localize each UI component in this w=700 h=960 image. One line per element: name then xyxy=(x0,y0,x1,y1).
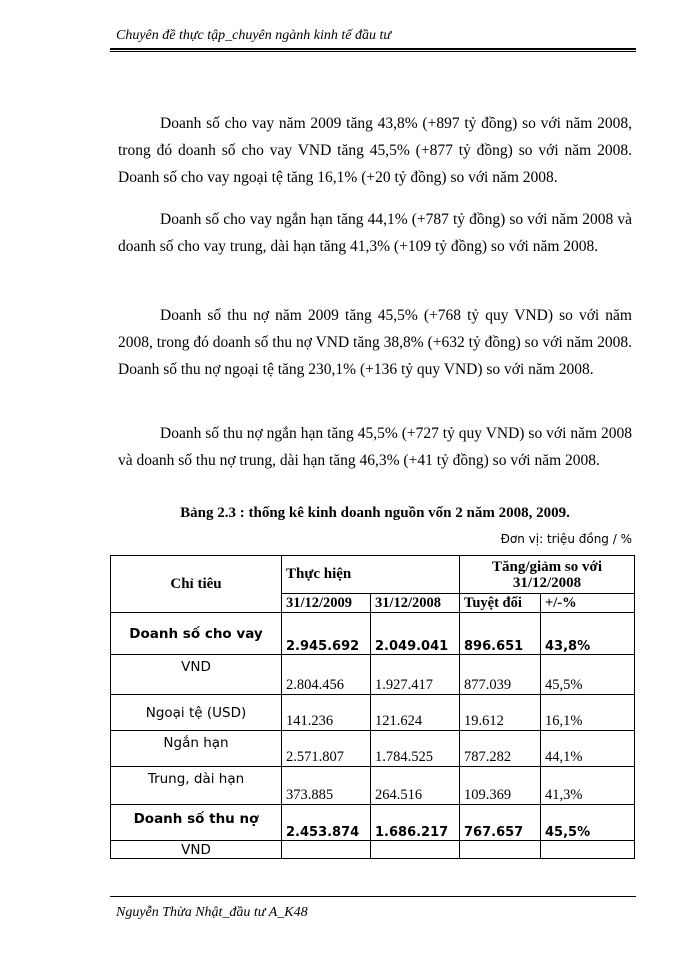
capital-business-table xyxy=(110,555,635,859)
row-value-2008: 121.624 xyxy=(371,695,460,731)
row-value-2008: 1.686.217 xyxy=(371,805,460,841)
row-name: Ngắn hạn xyxy=(111,731,282,767)
table-row xyxy=(111,613,635,655)
row-value-2009: 2.453.874 xyxy=(282,805,371,841)
row-absolute: 109.369 xyxy=(460,767,541,805)
table-row xyxy=(111,767,635,805)
row-percent: 45,5% xyxy=(541,805,635,841)
row-value-2008: 1.784.525 xyxy=(371,731,460,767)
row-name: Trung, dài hạn xyxy=(111,767,282,805)
table-row xyxy=(111,695,635,731)
row-value-2009: 2.945.692 xyxy=(282,613,371,655)
paragraph-collections-2009: Doanh số thu nợ năm 2009 tăng 45,5% (+768 tỷ quy VND) so với năm 2008, trong đó doanh số thu nợ VND tăng 38,8% (+632 tỷ đồng) so với năm 2008. Doanh số thu nợ ngoại tệ tăng 230,1% (+136 tỷ quy VND) so với năm 2008. xyxy=(118,307,632,378)
row-value-2008 xyxy=(371,841,460,859)
page-header: Chuyên đề thực tập_chuyên ngành kinh tế đầu tư xyxy=(116,28,391,43)
row-percent xyxy=(541,841,635,859)
header-actual: Thực hiện xyxy=(282,556,460,594)
row-name: VND xyxy=(111,655,282,695)
row-absolute: 19.612 xyxy=(460,695,541,731)
row-name: Doanh số cho vay xyxy=(111,613,282,655)
row-value-2009: 2.571.807 xyxy=(282,731,371,767)
row-name: Ngoại tệ (USD) xyxy=(111,695,282,731)
header-indicator: Chỉ tiêu xyxy=(111,556,282,613)
row-value-2008: 1.927.417 xyxy=(371,655,460,695)
row-name: VND xyxy=(111,841,282,859)
row-value-2009: 141.236 xyxy=(282,695,371,731)
header-col-2008: 31/12/2008 xyxy=(371,594,460,613)
table-caption: Bảng 2.3 : thống kê kinh doanh nguồn vốn 2 năm 2008, 2009. xyxy=(180,505,570,521)
row-percent: 16,1% xyxy=(541,695,635,731)
header-rule xyxy=(110,48,636,52)
row-absolute: 767.657 xyxy=(460,805,541,841)
row-value-2008: 2.049.041 xyxy=(371,613,460,655)
table-row xyxy=(111,805,635,841)
paragraph-collections-term: Doanh số thu nợ ngắn hạn tăng 45,5% (+727 tỷ quy VND) so với năm 2008 và doanh số thu nợ trung, dài hạn tăng 46,3% (+41 tỷ đồng) so với năm 2008. xyxy=(118,425,632,469)
row-absolute: 877.039 xyxy=(460,655,541,695)
page-footer: Nguyễn Thừa Nhật_đầu tư A_K48 xyxy=(116,905,308,920)
footer-rule xyxy=(110,896,636,897)
row-percent: 41,3% xyxy=(541,767,635,805)
header-change: Tăng/giảm so với 31/12/2008 xyxy=(460,556,635,594)
table-row xyxy=(111,841,635,859)
header-absolute: Tuyệt đối xyxy=(460,594,541,613)
row-absolute: 787.282 xyxy=(460,731,541,767)
row-name: Doanh số thu nợ xyxy=(111,805,282,841)
table-row xyxy=(111,655,635,695)
row-value-2009 xyxy=(282,841,371,859)
table-unit: Đơn vị: triệu đồng / % xyxy=(500,532,632,546)
row-absolute: 896.651 xyxy=(460,613,541,655)
header-col-2009: 31/12/2009 xyxy=(282,594,371,613)
row-value-2009: 373.885 xyxy=(282,767,371,805)
header-percent: +/-% xyxy=(541,594,635,613)
row-percent: 43,8% xyxy=(541,613,635,655)
table-row xyxy=(111,731,635,767)
paragraph-loans-term: Doanh số cho vay ngắn hạn tăng 44,1% (+787 tỷ đồng) so với năm 2008 và doanh số cho vay trung, dài hạn tăng 41,3% (+109 tỷ đồng) so với năm 2008. xyxy=(118,211,632,255)
row-value-2008: 264.516 xyxy=(371,767,460,805)
table-header-row xyxy=(111,556,635,594)
row-percent: 45,5% xyxy=(541,655,635,695)
row-percent: 44,1% xyxy=(541,731,635,767)
row-absolute xyxy=(460,841,541,859)
paragraph-loans-2009: Doanh số cho vay năm 2009 tăng 43,8% (+897 tỷ đồng) so với năm 2008, trong đó doanh số cho vay VND tăng 45,5% (+877 tỷ đồng) so với năm 2008. Doanh số cho vay ngoại tệ tăng 16,1% (+20 tỷ đồng) so với năm 2008. xyxy=(118,115,632,186)
row-value-2009: 2.804.456 xyxy=(282,655,371,695)
